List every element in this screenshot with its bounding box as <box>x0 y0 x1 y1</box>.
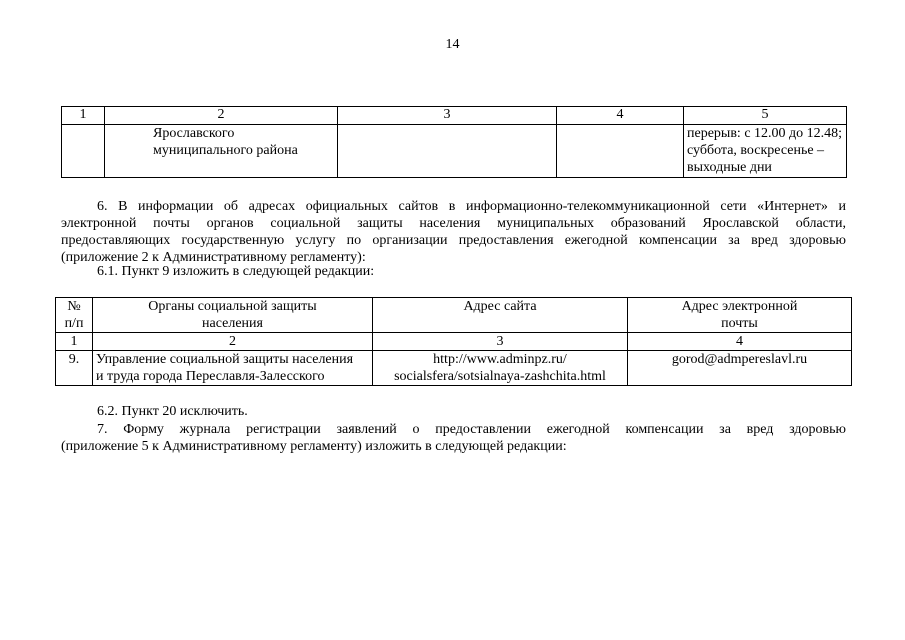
cell-schedule <box>684 125 847 178</box>
schedule-table-continuation <box>61 106 847 178</box>
paragraph-line: (приложение 2 к Административному регламенту): <box>61 250 366 265</box>
paragraph-line: 6. В информации об адресах официальных сайтов в информационно-телекоммуникационной сети «Интернет» и <box>97 199 846 214</box>
sites-table <box>55 297 852 386</box>
table-header-row <box>62 107 847 125</box>
page-number: 14 <box>445 37 460 52</box>
table-numbering-row <box>56 333 852 351</box>
paragraph-6-2: 6.2. Пункт 20 исключить. <box>97 404 248 419</box>
cell-number <box>62 125 105 178</box>
schedule-line: перерыв: с 12.00 до 12.48; <box>687 126 843 141</box>
numbering-cell: 1 <box>56 333 93 351</box>
column-number-2: 2 <box>105 107 338 125</box>
cell-organization-line: Ярославского <box>153 126 235 141</box>
cell-col4 <box>557 125 684 178</box>
paragraph-line: предоставляющих государственную услугу по организации предоставления ежегодной компенсации за вред здоровью <box>61 233 846 248</box>
header-email: Адрес электронной почты <box>628 298 852 333</box>
header-site: Адрес сайта <box>373 298 628 333</box>
paragraph-line: (приложение 5 к Административному регламенту) изложить в следующей редакции: <box>61 439 567 454</box>
column-number-5: 5 <box>684 107 847 125</box>
row-organization: Управление социальной защиты населения и труда города Переславля-Залесского <box>93 351 373 386</box>
row-email-link[interactable]: gorod@admpereslavl.ru <box>628 351 852 386</box>
cell-organization-line: муниципального района <box>153 143 298 158</box>
schedule-line: выходные дни <box>687 160 772 175</box>
paragraph-7 <box>61 421 846 455</box>
paragraph-line: электронной почты органов социальной защиты населения муниципальных образований Ярославской области, <box>61 216 846 231</box>
numbering-cell: 2 <box>93 333 373 351</box>
row-site-link[interactable]: http://www.adminpz.ru/ socialsfera/sotsialnaya-zashchita.html <box>373 351 628 386</box>
table-row <box>56 351 852 386</box>
paragraph-6-1: 6.1. Пункт 9 изложить в следующей редакции: <box>97 264 375 279</box>
column-number-1: 1 <box>62 107 105 125</box>
numbering-cell: 4 <box>628 333 852 351</box>
table-row <box>62 125 847 178</box>
paragraph-line: 7. Форму журнала регистрации заявлений о предоставлении ежегодной компенсации за вред здоровью <box>97 422 846 437</box>
cell-organization <box>105 125 338 178</box>
cell-col3 <box>338 125 557 178</box>
schedule-line: суббота, воскресенье – <box>687 143 825 158</box>
paragraph-6 <box>61 198 846 266</box>
row-number: 9. <box>56 351 93 386</box>
table-header-row <box>56 298 852 333</box>
numbering-cell: 3 <box>373 333 628 351</box>
header-number: № п/п <box>56 298 93 333</box>
column-number-3: 3 <box>338 107 557 125</box>
column-number-4: 4 <box>557 107 684 125</box>
header-organization: Органы социальной защиты населения <box>93 298 373 333</box>
